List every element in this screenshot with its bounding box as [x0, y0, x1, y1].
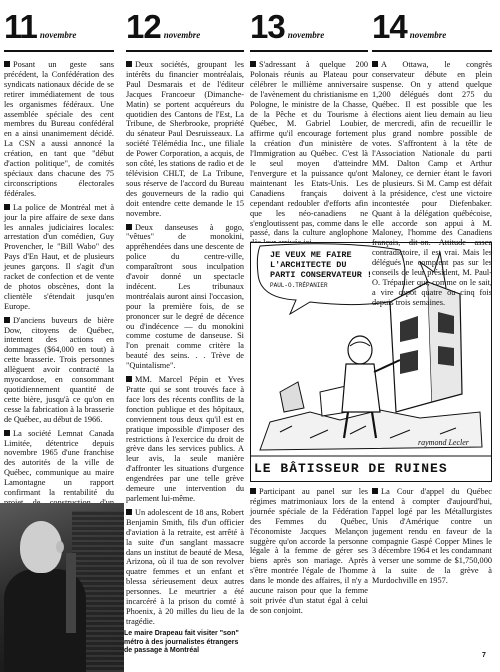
- news-item: MM. Marcel Pépin et Yves Pratte qui se sont trouvés face à face lors des récents conflits de la fonction publique et des hôpitaux, conviennent tous deux qu'il est en pratique impossible d'imposer des restrictions à l'exercice du droit de grève dans les services publics. A leur avis, la seule manière d'affronter les situations d'urgence engendrées par une telle grève demeure une intervention du parlement lui-même.: [126, 375, 244, 503]
- news-item: Participant au panel sur les régimes matrimoniaux lors de la journée spéciale de la Fédération des Femmes du Québec, l'économiste Jacques Melançon suggère qu'on accorde la personne légale à la femme de gérer ses biens après son mariage. Après s'être montrée l'égale de l'homme dans le monde des affaires, il n'y a aucune raison pour que la femme soit privée d'un statut égal à celui de son conjoint.: [250, 487, 368, 615]
- bullet-icon: [372, 61, 378, 67]
- column-13-novembre: [250, 0, 368, 252]
- bullet-icon: [126, 376, 132, 382]
- news-item: Un adolescent de 18 ans, Robert Benjamin Smith, fils d'un officier d'aviation à la retraite, est arrêté à la suite d'un sanglant massacre dans un institut de beauté de Mesa, Arizona, où il tua de son revolver quatre femmes et un enfant et blessa sérieusement deux autres personnes. Le meurtrier a été incarcéré à la prison du comté à Phoenix, à 20 milles du lieu de la tragédie.: [126, 507, 244, 626]
- speech-bubble-text: JE VEUX ME FAIRE L'ARCHITECTE DU PARTI CONSERVATEUR ! PAUL-O.TRÉPANIER: [270, 250, 373, 289]
- bullet-icon: [126, 61, 132, 67]
- cartoonist-signature: raymond Lecler: [418, 438, 469, 447]
- cartoon-title: LE BÂTISSEUR DE RUINES: [254, 461, 448, 476]
- news-item: La société Lemnat Canada Limitée, détentrice depuis novembre 1965 d'une franchise des autorités de la ville de Québec, communique au maire Lamontagne un rapport confirmant la rentabilité du: [4, 428, 114, 498]
- day-number: 12: [126, 8, 161, 45]
- date-header-14: [372, 0, 492, 52]
- news-item: Deux sociétés, groupant les intérêts du financier montréalais, Paul Desmarais et de l'éditeur Jacques Francoeur (Dimanche-Matin) se portent acquéreurs du quotidien des Cantons de l'Est, La Tribune, de Sherbrooke, propriété du sénateur Paul Desruisseaux. La société Télémédia Inc., une filiale de Power Corporation, a acquis, de son côté, les stations de radio et de télévision CHLT, de La Tribune, sous réserve de l'accord du Bureau des gouverneurs de la radio qui doit entendre cette demande le 15 novembre.: [126, 60, 244, 218]
- bullet-icon: [4, 430, 10, 436]
- column-12-novembre: [126, 0, 244, 631]
- month-label: novembre: [287, 30, 325, 40]
- bullet-icon: [4, 317, 10, 323]
- date-header-13: [250, 0, 368, 52]
- bullet-icon: [126, 509, 132, 515]
- date-header-11: [4, 0, 114, 52]
- news-items: [126, 60, 244, 627]
- news-item: La Cour d'appel du Québec entend à compter d'aujourd'hui, l'appel logé par les Métallurgistes Unis d'Amérique contre un jugement rendu en faveur de la compagnie Gaspé Copper Mines le 3 décembre 1964 et les condamnant à verser une somme de $1,750,000 à la suite de la grève à Murdochville en 1957.: [372, 487, 492, 586]
- photo-mayor-drapeau: [0, 503, 124, 672]
- column-14-novembre: [372, 0, 492, 312]
- column-11-novembre: [4, 0, 114, 561]
- month-label: novembre: [409, 30, 447, 40]
- news-item: A Ottawa, le congrès conservateur débute en plein suspense. On y attend quelque 1,200 délégués dont 275 du Québec. Il est possible que les élections aient lieu demain au lieu de mercredi, afin de recueillir le plus grand nombre possible de votes. S'affrontent à la tête de l'Association Nationale du parti MM. Dalton Camp et Arthur Maloney, ce dernier étant le favori de plusieurs. Si M. Camp est défait à la présidence, c'est une victoire incontestée pour Diefenbaker. Quant à la délégation québécoise, elle accorde son appui à M. Maloney, l'homme des Canadiens français, dit-on. Attitude assez contradictoire, il est vrai. Mais les délégués ne comptent pas sur les conseils de leur président, M. Paul-O. Trépanier qui, comme on le sait, a vire capot quatre ou cinq fois depuis trois semaines.: [372, 60, 492, 307]
- day-number: 13: [250, 8, 285, 45]
- day-number: 11: [4, 8, 37, 45]
- date-header-12: [126, 0, 244, 52]
- news-item: La police de Montréal met à jour la pire affaire de sexe dans les annales judiciaires locales: arrestation d'un comédien, Guy Provencher, le "Bill Wabo" des Pays d'En Haut, et de plusieurs jeunes garçons. Il s'agit d'un racket de confection et de vente de photos obscènes, dont la clientèle s'étendait jusqu'en Europe.: [4, 202, 114, 311]
- month-label: novembre: [39, 30, 77, 40]
- page-number: 7: [482, 652, 486, 659]
- speech-attribution: PAUL-O.TRÉPANIER: [270, 282, 328, 289]
- bullet-icon: [4, 204, 10, 210]
- month-label: novembre: [163, 30, 201, 40]
- bullet-icon: [4, 61, 10, 67]
- news-items: [4, 60, 114, 557]
- bullet-icon: [250, 61, 256, 67]
- bullet-icon: [126, 224, 132, 230]
- news-item: Posant un geste sans précédent, la Confédération des syndicats nationaux décide de se retirer immédiatement de tous les organismes fédéraux. Une assemblée spéciale des cent membres du Bureau confédéral en a ainsi unanimement décidé. La CSN a aussi annoncé la création, en tant que "début d'action politique", de comités spéciaux dans chacune des 75 circonscriptions électorales fédérales.: [4, 60, 114, 198]
- bullet-icon: [250, 488, 256, 494]
- news-item: S'adressant à quelque 200 Polonais réunis au Plateau pour célébrer le millième anniversaire de l'avènement du christianisme en Pologne, le ministre de la Chasse, de la Pêche et du Tourisme à Québec, M. Gabriel Loubier, affirme qu'il encourage fortement la création d'un ministère de l'Immigration au Québec. C'est là le seul moyen d'atteindre l'envergure et la puissance qu'ont maintenant les Etats-Unis. Les Canadiens français doivent cependant redoubler d'efforts afin que les néo-canadiens ne s'engloutissent pas, comme dans le passé, dans la culture anglophone: [250, 60, 368, 238]
- bullet-icon: [372, 488, 378, 494]
- news-item: D'anciens buveurs de bière Dow, citoyens de Québec, intentent des actions en dommages ($64,000 en tout) à cette brasserie. Trois personnes allèguent avoir contracté la myocardose, en consommant quotidiennement quantité de cette bière, jusqu'à ce qu'on en cesse la fabrication à la brasserie de Québec, au début de 1966.: [4, 315, 114, 424]
- news-item: Deux danseuses à gogo, "vêtues" de monokini, appréhendées dans une descente de police du centre-ville, comparaîtront sous inculpation d'avoir donné un spectacle indécent. Les tribunaux montréalais auront ainsi l'occasion, pour la première fois, de se prononcer sur le degré de décence ou d'indécence — du monokini comme costume de danseuse. Si l'on prenait comme critère la beauté des seins. . . Trève de "Quintalisme".: [126, 222, 244, 371]
- photo-caption: Le maire Drapeau fait visiter "son" métro à des journalistes étrangers de passage à Montréal: [124, 630, 239, 654]
- day-number: 14: [372, 8, 407, 45]
